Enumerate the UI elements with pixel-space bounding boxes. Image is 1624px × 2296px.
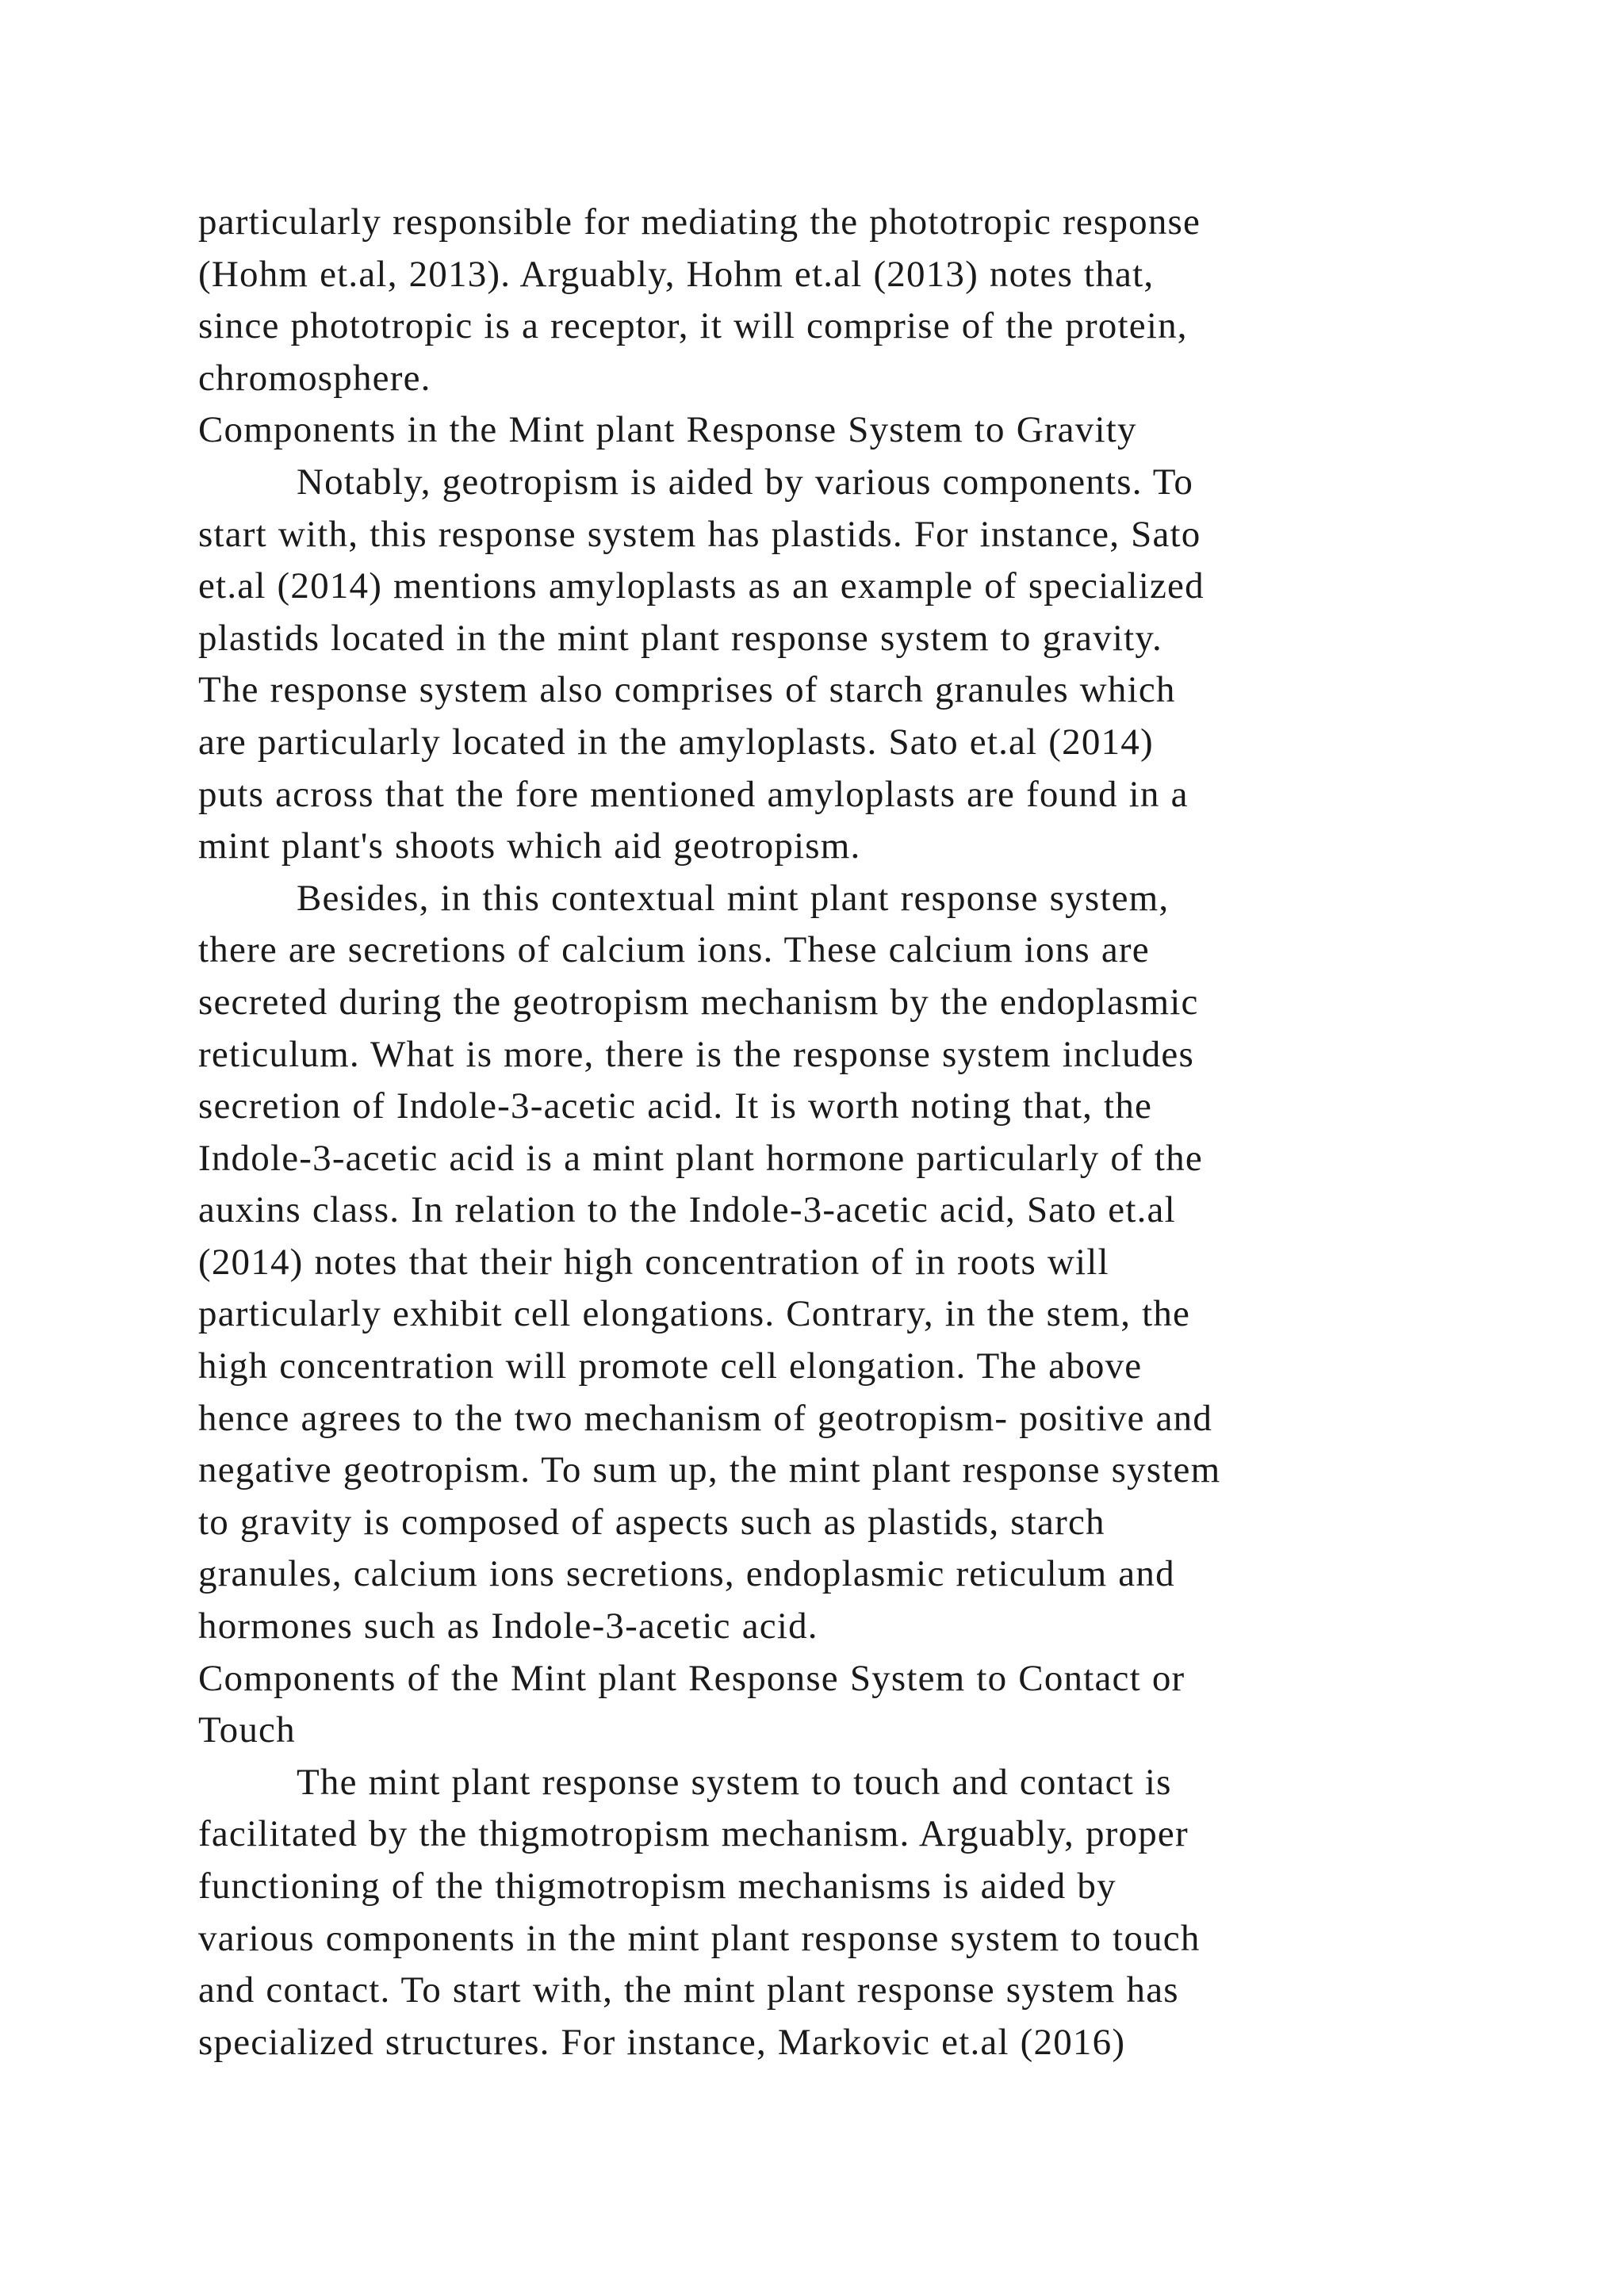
document-line: functioning of the thigmotropism mechanisms is aided by [198, 1866, 1116, 1907]
document-line: puts across that the fore mentioned amyloplasts are found in a [198, 773, 1189, 815]
document-line: granules, calcium ions secretions, endoplasmic reticulum and [198, 1553, 1175, 1595]
document-line: Touch [198, 1709, 296, 1751]
document-line: The response system also comprises of starch granules which [198, 669, 1176, 711]
document-line: high concentration will promote cell elongation. The above [198, 1345, 1143, 1387]
document-line: particularly responsible for mediating the phototropic response [198, 201, 1201, 243]
document-line: Besides, in this contextual mint plant response system, [297, 877, 1170, 919]
document-line: start with, this response system has plastids. For instance, Sato [198, 513, 1201, 555]
document-line: and contact. To start with, the mint plant response system has [198, 1969, 1179, 2011]
document-line: chromosphere. [198, 357, 431, 399]
document-line: Notably, geotropism is aided by various components. To [297, 461, 1194, 503]
document-line: there are secretions of calcium ions. These calcium ions are [198, 929, 1150, 971]
document-line: Indole-3-acetic acid is a mint plant hormone particularly of the [198, 1137, 1203, 1179]
document-line: The mint plant response system to touch and contact is [297, 1761, 1172, 1803]
document-line: secreted during the geotropism mechanism by the endoplasmic [198, 981, 1199, 1023]
document-line: (Hohm et.al, 2013). Arguably, Hohm et.al (2013) notes that, [198, 253, 1155, 295]
document-line: hormones such as Indole-3-acetic acid. [198, 1605, 818, 1647]
document-line: Components in the Mint plant Response System to Gravity [198, 409, 1137, 451]
document-line: since phototropic is a receptor, it will comprise of the protein, [198, 305, 1188, 347]
document-line: to gravity is composed of aspects such as plastids, starch [198, 1501, 1105, 1543]
document-line: mint plant's shoots which aid geotropism. [198, 825, 861, 867]
document-line: et.al (2014) mentions amyloplasts as an example of specialized [198, 565, 1205, 607]
document-line: reticulum. What is more, there is the response system includes [198, 1033, 1194, 1075]
document-line: specialized structures. For instance, Markovic et.al (2016) [198, 2021, 1126, 2063]
document-line: various components in the mint plant response system to touch [198, 1917, 1201, 1959]
document-line: plastids located in the mint plant response system to gravity. [198, 617, 1162, 659]
document-line: facilitated by the thigmotropism mechanism. Arguably, proper [198, 1813, 1189, 1855]
document-line: (2014) notes that their high concentration of in roots will [198, 1241, 1109, 1283]
document-line: particularly exhibit cell elongations. Contrary, in the stem, the [198, 1293, 1191, 1335]
document-line: negative geotropism. To sum up, the mint plant response system [198, 1449, 1221, 1491]
document-body [198, 197, 1451, 2068]
document-line: Components of the Mint plant Response System to Contact or [198, 1657, 1185, 1699]
document-line: secretion of Indole-3-acetic acid. It is worth noting that, the [198, 1085, 1153, 1127]
document-line: are particularly located in the amyloplasts. Sato et.al (2014) [198, 721, 1154, 763]
document-line: hence agrees to the two mechanism of geotropism- positive and [198, 1397, 1213, 1439]
document-line: auxins class. In relation to the Indole-3-acetic acid, Sato et.al [198, 1189, 1176, 1231]
